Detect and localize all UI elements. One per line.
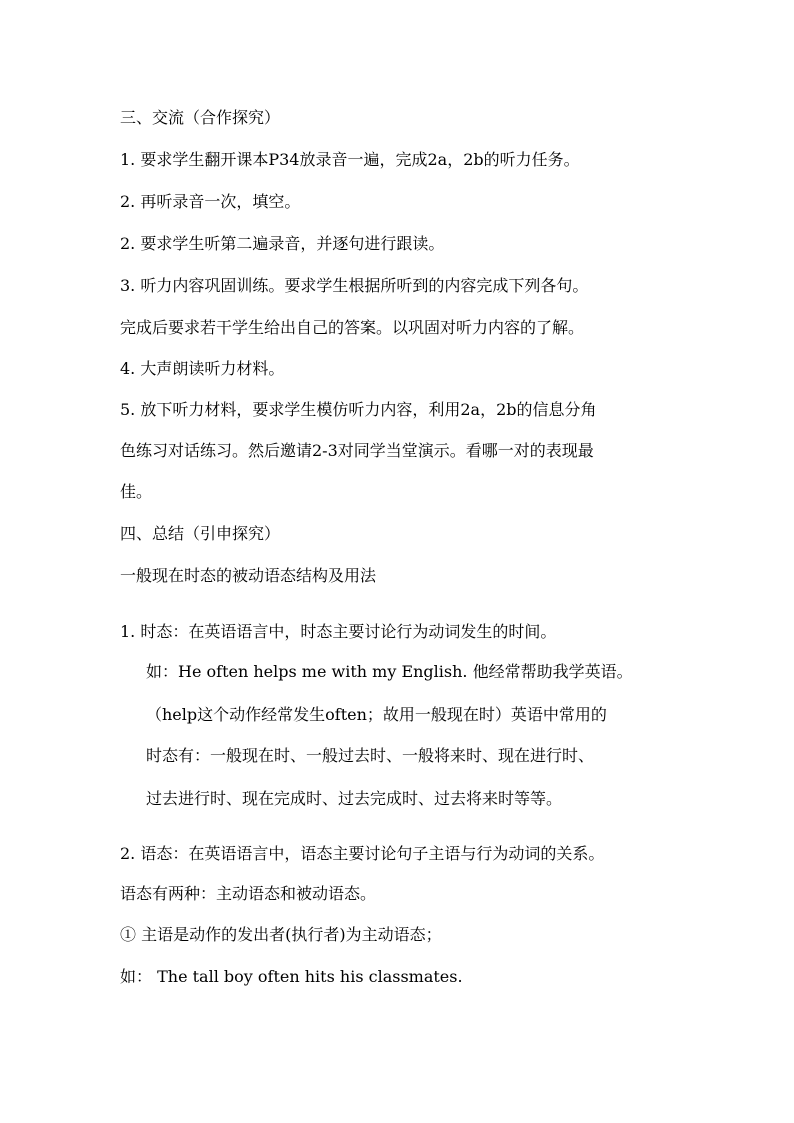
active-voice-rule: ① 主语是动作的发出者(执行者)为主动语态； <box>120 925 442 944</box>
section-heading-exchange: 三、交流（合作探究） <box>120 108 281 127</box>
point-1-example: 如：He often helps me with my English. 他经常帮助我学英语。 <box>146 662 633 681</box>
step-1: 1. 要求学生翻开课本P34放录音一遍，完成2a，2b的听力任务。 <box>120 150 580 169</box>
point-2-voice: 2. 语态：在英语语言中，语态主要讨论句子主语与行为动词的关系。 <box>120 844 605 863</box>
active-voice-example: 如： The tall boy often hits his classmates. <box>120 967 463 986</box>
step-3-line-2: 完成后要求若干学生给出自己的答案。以巩固对听力内容的了解。 <box>120 318 585 337</box>
step-2a: 2. 再听录音一次，填空。 <box>120 192 301 211</box>
step-3-line-1: 3. 听力内容巩固训练。要求学生根据所听到的内容完成下列各句。 <box>120 276 589 295</box>
point-1-explanation-1: （help这个动作经常发生often；故用一般现在时）英语中常用的 <box>146 705 607 724</box>
section-heading-summary: 四、总结（引申探究） <box>120 524 281 543</box>
point-2-types: 语态有两种：主动语态和被动语态。 <box>120 884 377 903</box>
point-1-explanation-2: 时态有：一般现在时、一般过去时、一般将来时、现在进行时、 <box>146 746 595 765</box>
step-5-line-1: 5. 放下听力材料，要求学生模仿听力内容，利用2a，2b的信息分角 <box>120 400 597 419</box>
summary-topic: 一般现在时态的被动语态结构及用法 <box>120 566 377 585</box>
step-4: 4. 大声朗读听力材料。 <box>120 359 285 378</box>
point-1-explanation-3: 过去进行时、现在完成时、过去完成时、过去将来时等等。 <box>146 789 563 808</box>
step-2b: 2. 要求学生听第二遍录音，并逐句进行跟读。 <box>120 234 445 253</box>
point-1-tense: 1. 时态：在英语语言中，时态主要讨论行为动词发生的时间。 <box>120 622 557 641</box>
step-5-line-3: 佳。 <box>120 482 153 501</box>
step-5-line-2: 色练习对话练习。然后邀请2-3对同学当堂演示。看哪一对的表现最 <box>120 441 594 460</box>
